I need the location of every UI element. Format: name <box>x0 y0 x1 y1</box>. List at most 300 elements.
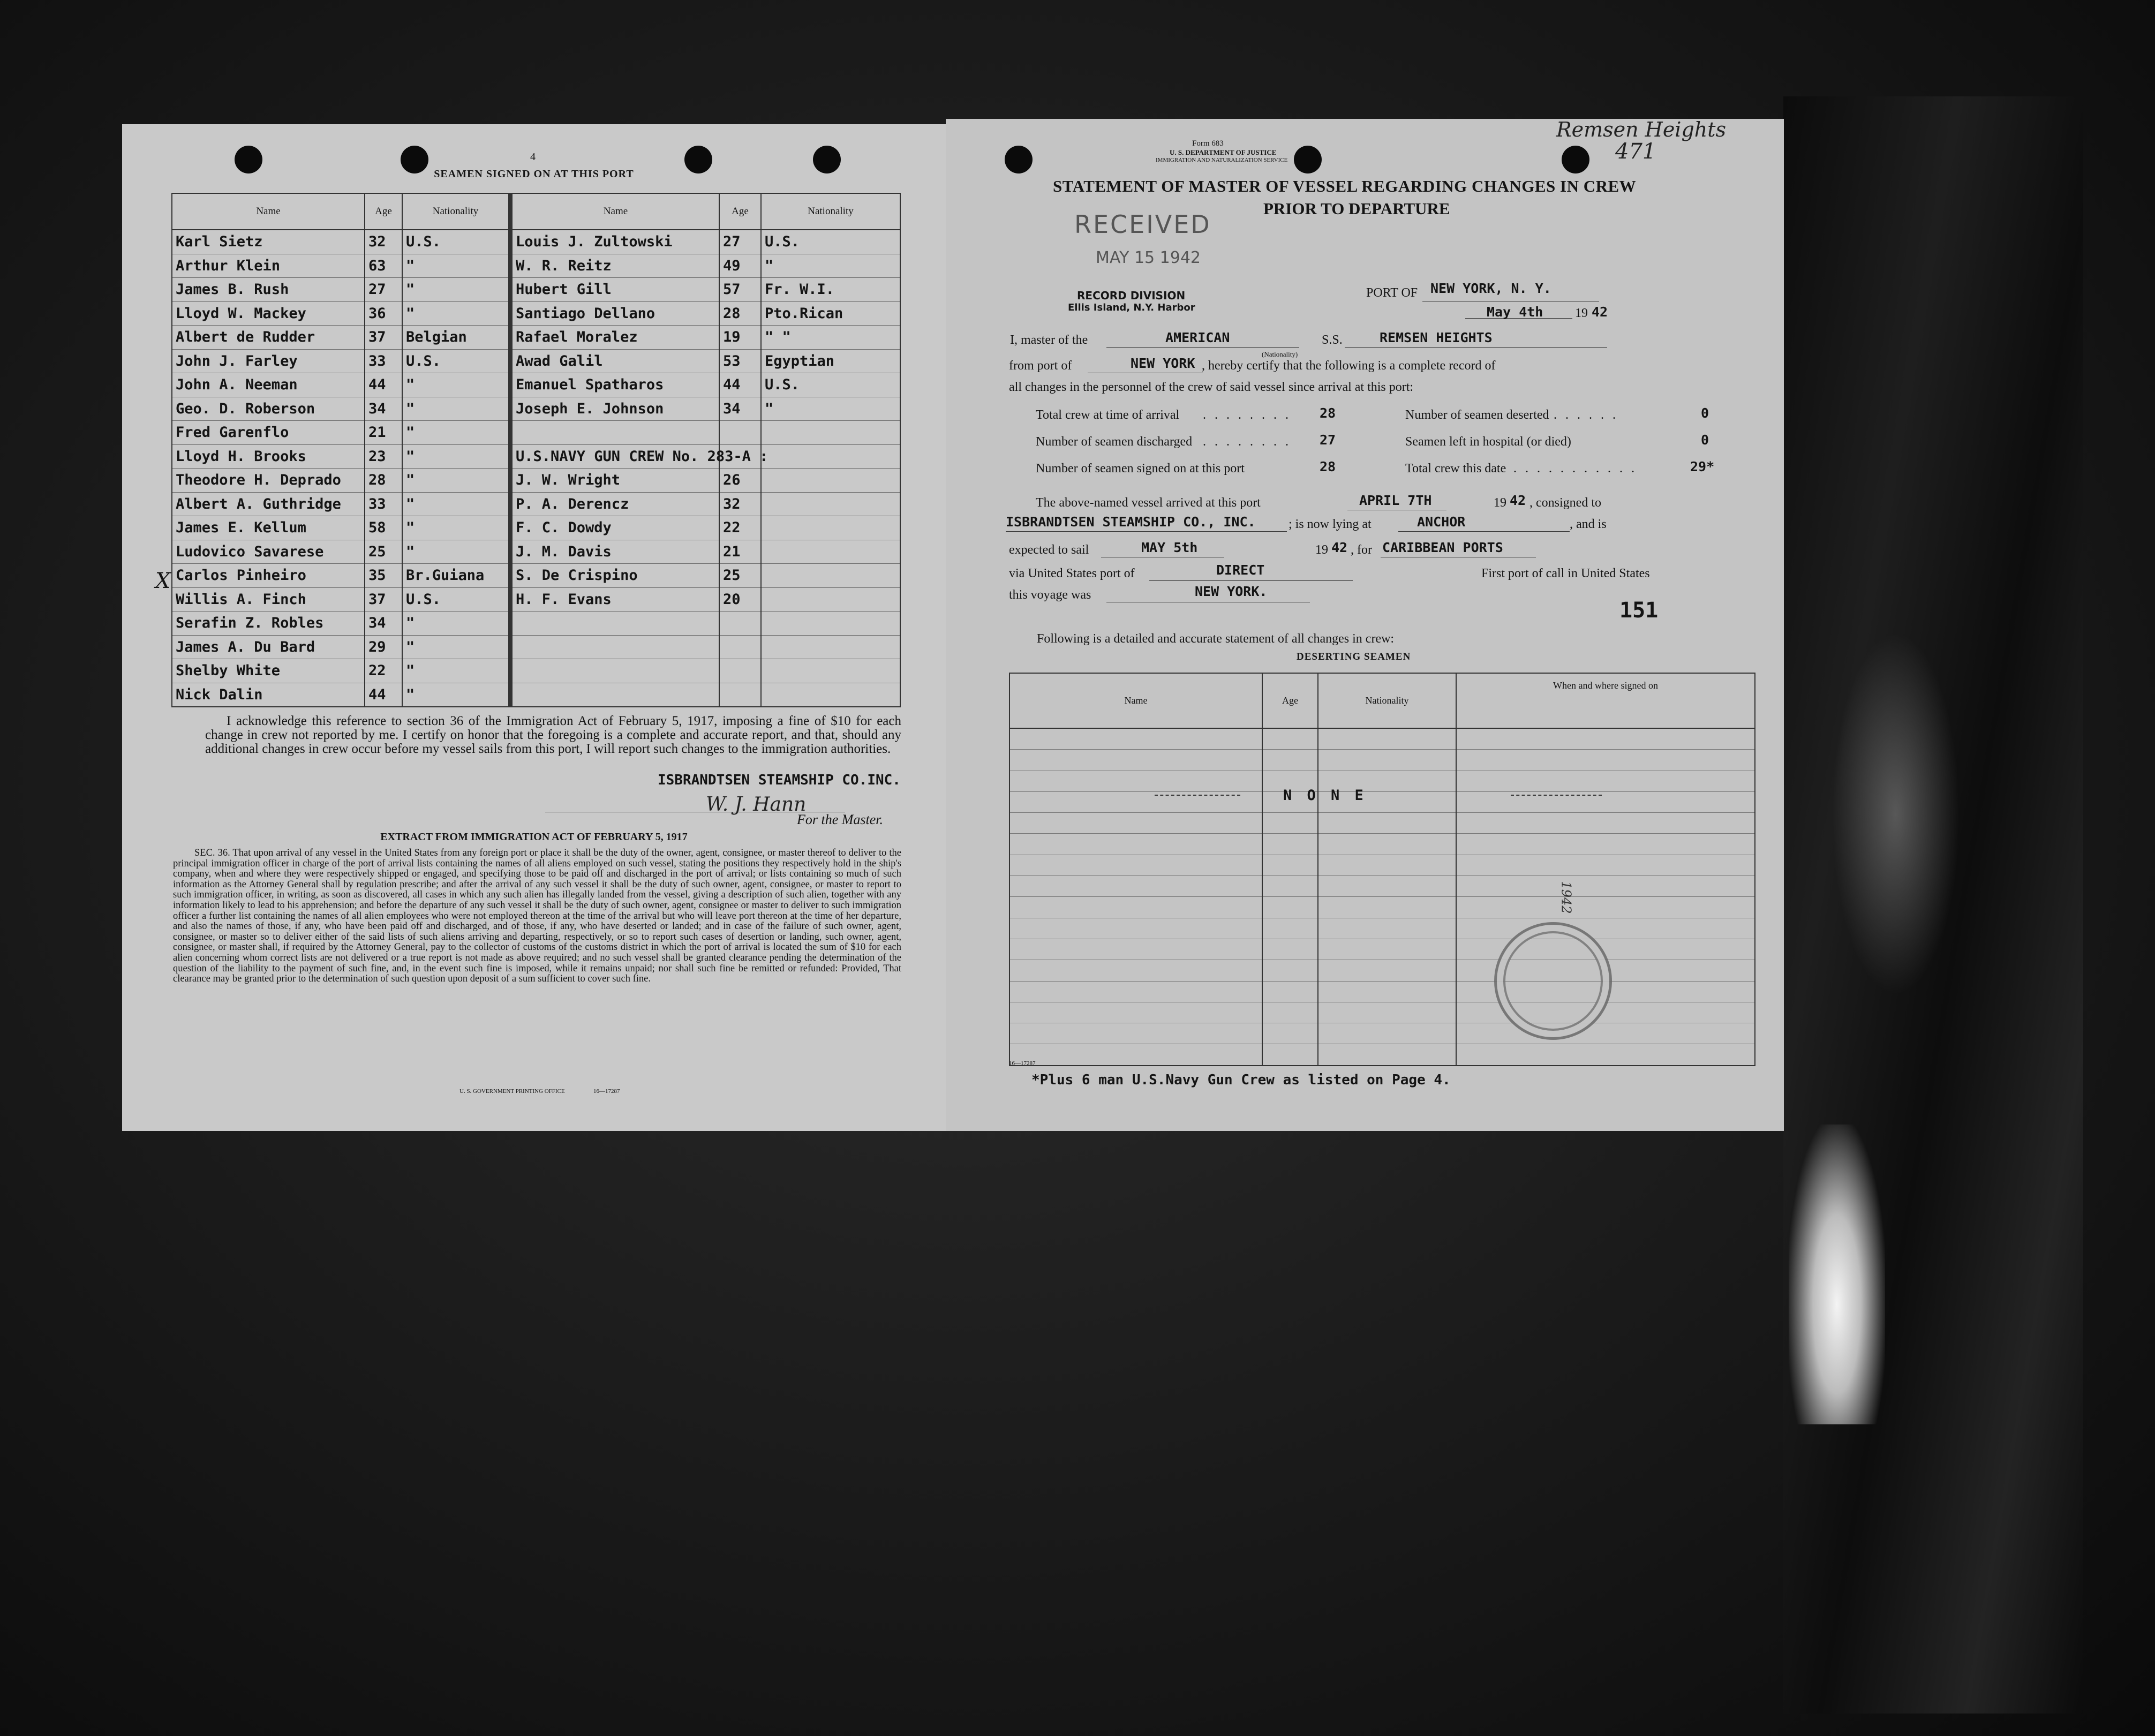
seaman-age: 21 <box>365 421 402 445</box>
seaman-name: Willis A. Finch <box>172 587 365 612</box>
deserting-cell <box>1009 960 1262 981</box>
seaman-name: Albert de Rudder <box>172 326 365 350</box>
nationality-caption: (Nationality) <box>1262 350 1298 358</box>
seaman-name: Joseph E. Johnson <box>510 397 719 421</box>
seaman-nationality <box>761 421 900 445</box>
sleeve-glare-bright <box>1789 1124 1885 1424</box>
total-date-value: 29* <box>1690 459 1715 474</box>
seaman-name: James E. Kellum <box>172 516 365 540</box>
certify-text-2: all changes in the personnel of the crew of said vessel since arrival at this port: <box>1009 380 1414 394</box>
seaman-name: Awad Galil <box>510 349 719 373</box>
crew-row <box>172 659 900 683</box>
master-of-label: I, master of the <box>1010 333 1088 347</box>
col-header: Age <box>719 193 761 230</box>
deserting-cell <box>1262 939 1318 960</box>
crew-row <box>172 564 900 588</box>
seaman-name: Arthur Klein <box>172 254 365 278</box>
extract-title: EXTRACT FROM IMMIGRATION ACT OF FEBRUARY 5, 1917 <box>380 831 688 843</box>
left-page <box>122 124 946 1131</box>
via-value: DIRECT <box>1216 562 1265 578</box>
seaman-nationality <box>761 444 900 469</box>
service: IMMIGRATION AND NATURALIZATION SERVICE <box>1156 157 1288 163</box>
deserting-row <box>1009 1002 1755 1023</box>
seaman-nationality: " <box>761 397 900 421</box>
deserting-row <box>1009 918 1755 939</box>
received-date-stamp: MAY 15 1942 <box>1096 248 1201 267</box>
left-form-code: 16—17287 <box>593 1088 620 1095</box>
hospital-value: 0 <box>1701 432 1709 448</box>
crew-row <box>172 587 900 612</box>
deserting-cell <box>1009 771 1262 791</box>
seaman-nationality: U.S. <box>402 230 510 254</box>
deserting-cell <box>1009 834 1262 855</box>
deserting-cell <box>1009 813 1262 834</box>
ellis-island-stamp: Ellis Island, N.Y. Harbor <box>1068 302 1195 313</box>
deserting-cell <box>1456 855 1755 875</box>
seaman-nationality: " <box>402 492 510 516</box>
crew-row <box>172 469 900 493</box>
seaman-name: Emanuel Spatharos <box>510 373 719 397</box>
deserting-cell <box>1009 876 1262 897</box>
seaman-name: Lloyd W. Mackey <box>172 301 365 326</box>
seaman-nationality: " <box>402 516 510 540</box>
seaman-nationality <box>761 564 900 588</box>
handwritten-number: 471 <box>1615 139 1656 164</box>
file-number: 151 <box>1619 598 1659 623</box>
deserting-cell <box>1009 1044 1262 1066</box>
seaman-age: 32 <box>365 230 402 254</box>
deserting-cell <box>1009 981 1262 1002</box>
seaman-age: 33 <box>365 349 402 373</box>
seaman-age: 22 <box>365 659 402 683</box>
for-label: , for <box>1351 543 1372 557</box>
total-date-label: Total crew this date <box>1405 462 1506 475</box>
seaman-age: 33 <box>365 492 402 516</box>
seaman-nationality: U.S. <box>402 349 510 373</box>
seaman-name: U.S.NAVY GUN CREW No. 283-A : <box>510 444 719 469</box>
sail-year: 42 <box>1331 540 1348 555</box>
seaman-nationality: Br.Guiana <box>402 564 510 588</box>
voyage-label: this voyage was <box>1009 588 1091 602</box>
seaman-name: John A. Neeman <box>172 373 365 397</box>
deserting-cell <box>1318 728 1456 750</box>
punch-hole <box>1294 146 1322 173</box>
seaman-nationality: " <box>761 254 900 278</box>
crew-row <box>172 373 900 397</box>
seaman-name: Rafael Moralez <box>510 326 719 350</box>
seaman-age <box>719 612 761 636</box>
seaman-nationality: U.S. <box>761 373 900 397</box>
seaman-nationality: " <box>402 635 510 659</box>
seaman-age: 44 <box>365 373 402 397</box>
seaman-name: John J. Farley <box>172 349 365 373</box>
seaman-age: 44 <box>365 683 402 707</box>
from-port-value: NEW YORK <box>1131 356 1195 371</box>
via-label: via United States port of <box>1009 567 1135 580</box>
seaman-age: 19 <box>719 326 761 350</box>
seaman-nationality: " <box>402 444 510 469</box>
seaman-nationality <box>761 683 900 707</box>
deserting-cell <box>1318 939 1456 960</box>
seal-year: 1942 <box>1558 881 1574 914</box>
handwritten-note: Remsen Heights <box>1556 118 1727 141</box>
hospital-label: Seamen left in hospital (or died) <box>1405 435 1571 449</box>
deserted-label: Number of seamen deserted <box>1405 408 1549 422</box>
deserting-cell <box>1456 1023 1755 1044</box>
deserting-row <box>1009 771 1755 791</box>
deserting-cell <box>1456 771 1755 791</box>
for-master-label: For the Master. <box>797 812 884 827</box>
deserting-row <box>1009 981 1755 1002</box>
seaman-age <box>719 421 761 445</box>
deserting-cell <box>1262 918 1318 939</box>
col-header: Name <box>1009 673 1262 728</box>
deserting-row <box>1009 1023 1755 1044</box>
deserting-cell <box>1456 876 1755 897</box>
total-arrival-label: Total crew at time of arrival <box>1036 408 1180 422</box>
seaman-age: 53 <box>719 349 761 373</box>
seaman-nationality: U.S. <box>761 230 900 254</box>
seaman-name: Fred Garenflo <box>172 421 365 445</box>
seaman-nationality: " <box>402 540 510 564</box>
arrived-year: 42 <box>1510 493 1526 508</box>
deserting-row <box>1009 939 1755 960</box>
year-value: 42 <box>1592 304 1608 320</box>
consignee-value: ISBRANDTSEN STEAMSHIP CO., INC. <box>1006 514 1256 530</box>
deserting-cell <box>1318 876 1456 897</box>
signed-on-value: 28 <box>1320 459 1336 474</box>
seaman-nationality: Pto.Rican <box>761 301 900 326</box>
seaman-name: J. W. Wright <box>510 469 719 493</box>
none-entry: N O N E <box>1283 787 1367 804</box>
sail-year-prefix: 19 <box>1315 543 1328 557</box>
crew-table <box>171 193 901 707</box>
seaman-name: Karl Sietz <box>172 230 365 254</box>
seaman-nationality: " <box>402 469 510 493</box>
deserting-cell <box>1262 750 1318 771</box>
section-title: SEAMEN SIGNED ON AT THIS PORT <box>434 168 634 180</box>
deserting-cell <box>1318 855 1456 875</box>
seaman-name: Shelby White <box>172 659 365 683</box>
crew-row <box>172 301 900 326</box>
seaman-name <box>510 421 719 445</box>
seaman-age: 22 <box>719 516 761 540</box>
crew-row <box>172 492 900 516</box>
department: U. S. DEPARTMENT OF JUSTICE <box>1170 148 1277 156</box>
col-header: Nationality <box>1318 673 1456 728</box>
official-seal-stamp <box>1494 922 1612 1040</box>
seaman-name <box>510 683 719 707</box>
punch-hole <box>1562 146 1589 173</box>
seaman-name: Hubert Gill <box>510 278 719 302</box>
deserting-cell <box>1009 939 1262 960</box>
seaman-name: P. A. Derencz <box>510 492 719 516</box>
deserting-row <box>1009 813 1755 834</box>
deserting-cell <box>1318 1002 1456 1023</box>
first-port-label: First port of call in United States <box>1481 567 1650 580</box>
seaman-name: S. De Crispino <box>510 564 719 588</box>
seaman-nationality: " <box>402 301 510 326</box>
signed-on-label: Number of seamen signed on at this port <box>1036 462 1245 475</box>
certify-text: , hereby certify that the following is a complete record of <box>1202 359 1496 373</box>
seaman-name: James B. Rush <box>172 278 365 302</box>
seaman-age: 27 <box>365 278 402 302</box>
seaman-name: H. F. Evans <box>510 587 719 612</box>
seaman-age: 34 <box>365 397 402 421</box>
crew-row <box>172 516 900 540</box>
seaman-nationality: " <box>402 612 510 636</box>
port-label: PORT OF <box>1366 286 1418 300</box>
seaman-name: Ludovico Savarese <box>172 540 365 564</box>
col-header: Age <box>1262 673 1318 728</box>
seaman-name: J. M. Davis <box>510 540 719 564</box>
acknowledgement-text: I acknowledge this reference to section 36 of the Immigration Act of February 5, 1917, imposing a fine of $10 for each change in crew not reported by me. I certify on honor that the foregoing is a complete and accurate report, and that, should any additional changes in crew occur before my vessel sails from this port, I will report such changes to the immigration authorities. <box>205 714 901 756</box>
crew-row <box>172 230 900 254</box>
crew-row <box>172 540 900 564</box>
vessel-name: REMSEN HEIGHTS <box>1380 330 1493 345</box>
deserting-row <box>1009 1044 1755 1066</box>
seaman-nationality: " <box>402 421 510 445</box>
total-arrival-value: 28 <box>1320 405 1336 421</box>
deserting-cell <box>1318 981 1456 1002</box>
seaman-age: 57 <box>719 278 761 302</box>
crew-row <box>172 349 900 373</box>
crew-row <box>172 397 900 421</box>
following-label: Following is a detailed and accurate statement of all changes in crew: <box>1037 632 1395 646</box>
seaman-nationality: " <box>402 278 510 302</box>
document-title: STATEMENT OF MASTER OF VESSEL REGARDING CHANGES IN CREW <box>1053 177 1637 195</box>
deserting-cell <box>1262 855 1318 875</box>
seaman-name <box>510 659 719 683</box>
deserting-cell <box>1262 834 1318 855</box>
deserting-cell <box>1318 1044 1456 1066</box>
seaman-age: 44 <box>719 373 761 397</box>
extract-text: SEC. 36. That upon arrival of any vessel in the United States from any foreign port or place it shall be the duty of the owner, agent, consignee, or master thereof to deliver to the principal immigration officer in charge of the port of arrival lists containing the names of all aliens employed on such vessel, stating the positions they respectively hold in the ship's company, when and where they were respectively shipped or engaged, and specifying those to be paid off and discharged in the port of arrival; or lists containing so much of such information as the Attorney General shall by regulation prescribe; and after the arrival of any such vessel it shall be the duty of such owner, agent, consignee, or master to report to such immigration officer, in writing, as soon as discovered, all cases in which any such alien has illegally landed from the vessel, giving a description of such alien, together with any information likely to lead to his apprehension; and before the departure of any such vessel it shall be the duty of such owner, agent, consignee or master to deliver to such immigration officer a further list containing the names of all alien employees who were not employed thereon at the time of the arrival but who will leave port thereon at the time of her departure, and also the names of those, if any, who have been paid off and discharged, and of those, if any, who have deserted or landed; and in case of the failure of such owner, agent, consignee, or master so to deliver either of the said lists of such aliens arriving and departing, respectively, or so to report such cases of desertion or landing, such owner, agent, consignee, or master shall, if required by the Attorney General, pay to the collector of customs of the customs district in which the port of arrival is located the sum of $10 for each alien concerning whom correct lists are not delivered or a true report is not made as above required; and no such vessel shall be granted clearance pending the determination of the question of the liability to the payment of such fine, and, in the event such fine is imposed, while it remains unpaid; nor shall such fine be remitted or refunded: Provided, That clearance may be granted prior to the determination of such question upon deposit of a sum sufficient to cover such fine. <box>173 848 901 985</box>
deserting-cell <box>1262 1023 1318 1044</box>
port-value: NEW YORK, N. Y. <box>1430 281 1551 296</box>
record-division-stamp: RECORD DIVISION <box>1077 289 1186 302</box>
deserting-cell <box>1456 750 1755 771</box>
deserting-cell <box>1262 960 1318 981</box>
seaman-age: 20 <box>719 587 761 612</box>
deserting-cell <box>1456 897 1755 918</box>
seaman-nationality: Fr. W.I. <box>761 278 900 302</box>
col-header: Nationality <box>402 193 510 230</box>
seaman-nationality <box>761 540 900 564</box>
deserting-cell <box>1262 813 1318 834</box>
form-number: Form 683 <box>1192 139 1224 148</box>
deserting-row <box>1009 960 1755 981</box>
seaman-name: Louis J. Zultowski <box>510 230 719 254</box>
deserting-cell <box>1318 960 1456 981</box>
deserting-cell <box>1009 750 1262 771</box>
first-port-value: NEW YORK. <box>1195 584 1268 599</box>
seaman-age: 32 <box>719 492 761 516</box>
seaman-nationality <box>761 469 900 493</box>
seaman-age <box>719 683 761 707</box>
and-is-label: , and is <box>1570 517 1607 531</box>
seaman-name: Albert A. Guthridge <box>172 492 365 516</box>
seaman-nationality <box>761 516 900 540</box>
col-header: Name <box>510 193 719 230</box>
deserting-row <box>1009 834 1755 855</box>
deserted-value: 0 <box>1701 405 1709 421</box>
deserting-cell <box>1456 791 1755 812</box>
seaman-name: Theodore H. Deprado <box>172 469 365 493</box>
destination-value: CARIBBEAN PORTS <box>1382 540 1503 555</box>
seaman-age: 63 <box>365 254 402 278</box>
year-prefix: 19 <box>1575 306 1588 320</box>
crew-row <box>172 683 900 707</box>
seaman-age: 34 <box>719 397 761 421</box>
deserting-cell <box>1318 834 1456 855</box>
seaman-age: 21 <box>719 540 761 564</box>
lying-value: ANCHOR <box>1417 514 1466 530</box>
footnote: *Plus 6 man U.S.Navy Gun Crew as listed on Page 4. <box>1031 1072 1451 1088</box>
seaman-name: Serafin Z. Robles <box>172 612 365 636</box>
seaman-age: 27 <box>719 230 761 254</box>
seaman-age: 26 <box>719 469 761 493</box>
seaman-nationality <box>761 612 900 636</box>
seaman-name: James A. Du Bard <box>172 635 365 659</box>
crew-row <box>172 421 900 445</box>
date-value: May 4th <box>1487 304 1543 320</box>
nationality-value: AMERICAN <box>1165 330 1230 345</box>
deserting-cell <box>1009 728 1262 750</box>
seaman-name: Geo. D. Roberson <box>172 397 365 421</box>
seaman-age <box>719 659 761 683</box>
deserting-row <box>1009 876 1755 897</box>
seaman-name: Carlos Pinheiro <box>172 564 365 588</box>
crew-row <box>172 278 900 302</box>
seaman-nationality: " <box>402 373 510 397</box>
deserting-cell <box>1456 813 1755 834</box>
punch-hole <box>1005 146 1033 173</box>
arrived-year-prefix: 19 <box>1494 496 1506 510</box>
col-header: Age <box>365 193 402 230</box>
discharged-value: 27 <box>1320 432 1336 448</box>
from-port-label: from port of <box>1009 359 1072 373</box>
seaman-nationality <box>761 492 900 516</box>
seaman-name: Santiago Dellano <box>510 301 719 326</box>
seaman-age: 49 <box>719 254 761 278</box>
deserting-cell <box>1262 897 1318 918</box>
deserting-cell <box>1262 1002 1318 1023</box>
seaman-age: 34 <box>365 612 402 636</box>
master-signature: W. J. Hann <box>706 794 807 816</box>
deserting-cell <box>1262 1044 1318 1066</box>
seaman-name: W. R. Reitz <box>510 254 719 278</box>
company-name: ISBRANDTSEN STEAMSHIP CO.INC. <box>658 772 901 788</box>
deserting-cell <box>1456 728 1755 750</box>
discharged-label: Number of seamen discharged <box>1036 435 1193 449</box>
col-header: When and where signed on <box>1456 673 1755 728</box>
crew-row <box>172 326 900 350</box>
crew-row <box>172 635 900 659</box>
deserting-cell <box>1009 855 1262 875</box>
deserting-title: DESERTING SEAMEN <box>1297 651 1411 662</box>
seaman-age: 28 <box>365 469 402 493</box>
deserting-row <box>1009 750 1755 771</box>
crew-row <box>172 254 900 278</box>
deserting-cell <box>1318 918 1456 939</box>
col-header: Nationality <box>761 193 900 230</box>
received-stamp: RECEIVED <box>1074 210 1211 239</box>
seaman-age: 25 <box>719 564 761 588</box>
sail-date: MAY 5th <box>1141 540 1198 555</box>
seaman-age: 37 <box>365 326 402 350</box>
seaman-nationality: " <box>402 683 510 707</box>
deserting-cell <box>1009 1002 1262 1023</box>
right-form-code: 16—17287 <box>1009 1060 1036 1067</box>
seaman-nationality: U.S. <box>402 587 510 612</box>
seaman-nationality: " <box>402 397 510 421</box>
seaman-nationality: Egyptian <box>761 349 900 373</box>
deserting-cell <box>1262 981 1318 1002</box>
seaman-name: Lloyd H. Brooks <box>172 444 365 469</box>
margin-mark: X <box>155 569 171 593</box>
page-number: 4 <box>530 151 536 163</box>
seaman-nationality <box>761 587 900 612</box>
seaman-age: 37 <box>365 587 402 612</box>
deserting-row <box>1009 897 1755 918</box>
seaman-nationality: " <box>402 659 510 683</box>
seaman-age: 25 <box>365 540 402 564</box>
crew-row <box>172 612 900 636</box>
seaman-nationality: " " <box>761 326 900 350</box>
deserting-cell <box>1318 1023 1456 1044</box>
seaman-age: 23 <box>365 444 402 469</box>
deserting-row <box>1009 791 1755 812</box>
deserting-cell <box>1456 918 1755 939</box>
deserting-row <box>1009 855 1755 875</box>
sleeve-glare <box>1832 632 1960 996</box>
seaman-age: 29 <box>365 635 402 659</box>
seaman-age: 35 <box>365 564 402 588</box>
seaman-nationality <box>761 659 900 683</box>
deserting-cell <box>1262 876 1318 897</box>
deserting-row <box>1009 728 1755 750</box>
consigned-label: , consigned to <box>1529 496 1601 510</box>
seaman-name: Nick Dalin <box>172 683 365 707</box>
arrived-label: The above-named vessel arrived at this port <box>1036 496 1261 510</box>
seaman-name <box>510 612 719 636</box>
document-subtitle: PRIOR TO DEPARTURE <box>1263 199 1450 218</box>
seaman-age <box>719 635 761 659</box>
crew-row <box>172 444 900 469</box>
seaman-name <box>510 635 719 659</box>
seaman-nationality: " <box>402 254 510 278</box>
seaman-name: F. C. Dowdy <box>510 516 719 540</box>
seaman-nationality <box>761 635 900 659</box>
seaman-age: 28 <box>719 301 761 326</box>
deserting-cell <box>1318 750 1456 771</box>
deserting-cell <box>1009 897 1262 918</box>
seaman-nationality: Belgian <box>402 326 510 350</box>
col-header: Name <box>172 193 365 230</box>
deserting-cell <box>1009 1023 1262 1044</box>
printing-office: U. S. GOVERNMENT PRINTING OFFICE <box>459 1088 565 1095</box>
right-page: Form 683 U. S. DEPARTMENT OF JUSTICE IMMIGRATION AND NATURALIZATION SERVICE Remsen Heights 471 STATEMENT OF MASTER OF VESSEL REGARDING CHANGES IN CREW PRIOR TO DEPARTURE RECEIVED MAY 15 1942 RECORD DIVISION Ellis Island, N.Y. Harbor PORT OF NEW YORK, N. Y. May 4th 19 42 I, master of the AMERICAN (Nationality) S.S. REMSEN HEIGHTS from port of NEW YORK , hereby certify that the following is a complete record of all changes in the personnel of the crew of said vessel since arrival at this port: Total crew at time of arrival . . . . . . . . 28 Number of seamen deserted . . . . . . 0 Number of seamen discharged . . . . . . . . 27 Seamen left in hospital (or died) 0 Number of seamen signed on at this port 28 Total crew this date . . . . . . . . . . . 29* The above-named vessel arrived at this port APRIL 7TH 19 42 , consigned to ISBRANDTSEN STEAMSHIP CO., INC. ; is now lying at ANCHOR , and is expected to sail MAY 5th 19 42 , for CARIBBEAN PORTS via United States port of DIRECT First port of call in United States this voyage was NEW YORK. 151 Following is a detailed and accurate statement of all changes in crew: DESERTING SEAMEN Name Age Nationality When and where signed on N O N E 1942 16—17287 *Plus 6 man U.S.Navy Gun Crew as listed on Page 4. <box>946 119 1784 1131</box>
seaman-age: 36 <box>365 301 402 326</box>
deserting-cell <box>1318 813 1456 834</box>
arrived-date: APRIL 7TH <box>1359 493 1432 508</box>
deserting-cell <box>1009 918 1262 939</box>
deserting-cell <box>1456 834 1755 855</box>
deserting-cell <box>1318 897 1456 918</box>
lying-label: ; is now lying at <box>1289 517 1372 531</box>
deserting-seamen-table <box>1009 673 1755 1066</box>
